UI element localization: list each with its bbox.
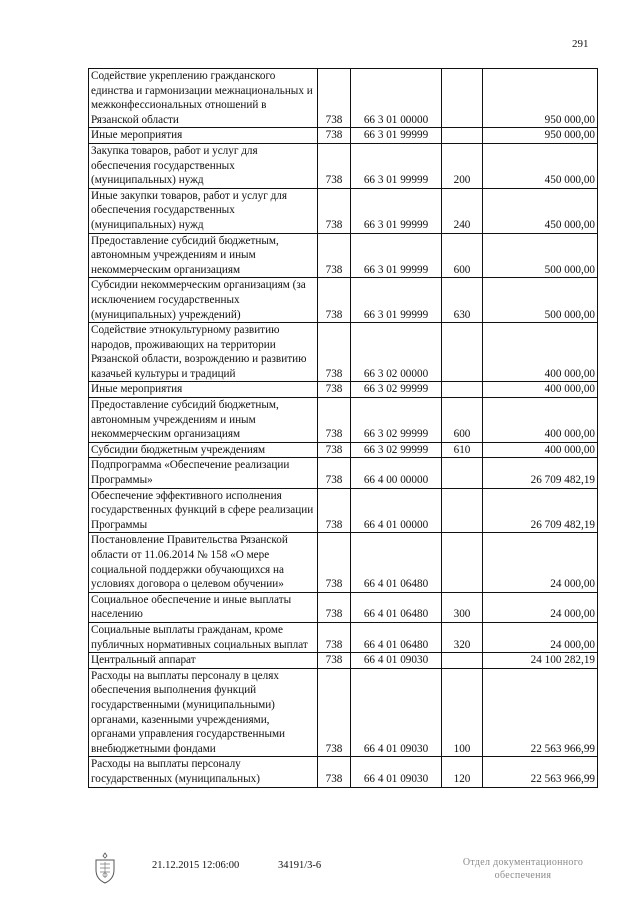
row-vr-cell: 630: [442, 278, 483, 323]
row-name-cell: Постановление Правительства Рязанской области от 11.06.2014 № 158 «О мере социальной поддержки обучающихся на условиях договора о целевом обучении»: [89, 533, 318, 592]
row-vr-cell: 600: [442, 233, 483, 278]
row-csr-cell: 66 3 01 99999: [351, 188, 442, 233]
row-sum-cell: 450 000,00: [483, 188, 598, 233]
page-footer: [0, 856, 640, 896]
row-csr-cell: 66 3 02 99999: [351, 382, 442, 398]
row-code-cell: 738: [318, 233, 351, 278]
table-row: [89, 128, 598, 144]
row-name-cell: Расходы на выплаты персоналу государственных (муниципальных): [89, 757, 318, 787]
row-code-cell: 738: [318, 69, 351, 128]
row-name-cell: Центральный аппарат: [89, 653, 318, 669]
row-vr-cell: [442, 653, 483, 669]
row-csr-cell: 66 4 01 06480: [351, 592, 442, 622]
stamp-line-1: Отдел документационного: [462, 857, 584, 868]
table-row: [89, 488, 598, 533]
row-csr-cell: 66 4 01 06480: [351, 622, 442, 652]
footer-reg-number: 34191/3-6: [278, 860, 322, 871]
row-vr-cell: [442, 488, 483, 533]
row-vr-cell: [442, 382, 483, 398]
row-vr-cell: [442, 128, 483, 144]
coat-of-arms-icon: [92, 852, 118, 884]
row-code-cell: 738: [318, 622, 351, 652]
row-name-cell: Иные закупки товаров, работ и услуг для обеспечения государственных (муниципальных) нужд: [89, 188, 318, 233]
row-code-cell: 738: [318, 533, 351, 592]
row-code-cell: 738: [318, 143, 351, 188]
row-name-cell: Закупка товаров, работ и услуг для обеспечения государственных (муниципальных) нужд: [89, 143, 318, 188]
row-code-cell: 738: [318, 653, 351, 669]
row-code-cell: 738: [318, 382, 351, 398]
page-number: 291: [572, 38, 589, 50]
row-code-cell: 738: [318, 442, 351, 458]
row-vr-cell: 200: [442, 143, 483, 188]
row-code-cell: 738: [318, 458, 351, 488]
table-row: [89, 382, 598, 398]
row-name-cell: Содействие этнокультурному развитию народов, проживающих на территории Рязанской области, возрождению и развитию казачьей культуры и традиций: [89, 323, 318, 382]
row-name-cell: Предоставление субсидий бюджетным, автономным учреждениям и иным некоммерческим организациям: [89, 233, 318, 278]
row-code-cell: 738: [318, 398, 351, 443]
row-csr-cell: 66 4 01 09030: [351, 668, 442, 757]
row-sum-cell: 950 000,00: [483, 69, 598, 128]
table-row: [89, 533, 598, 592]
row-name-cell: Подпрограмма «Обеспечение реализации Программы»: [89, 458, 318, 488]
row-csr-cell: 66 4 01 09030: [351, 757, 442, 787]
row-csr-cell: 66 3 02 99999: [351, 398, 442, 443]
row-vr-cell: [442, 458, 483, 488]
table-row: [89, 278, 598, 323]
row-vr-cell: 320: [442, 622, 483, 652]
row-csr-cell: 66 3 01 99999: [351, 143, 442, 188]
row-csr-cell: 66 3 01 00000: [351, 69, 442, 128]
row-code-cell: 738: [318, 188, 351, 233]
row-name-cell: Предоставление субсидий бюджетным, автономным учреждениям и иным некоммерческим организациям: [89, 398, 318, 443]
row-name-cell: Иные мероприятия: [89, 382, 318, 398]
row-sum-cell: 500 000,00: [483, 233, 598, 278]
row-csr-cell: 66 4 01 09030: [351, 653, 442, 669]
row-vr-cell: 600: [442, 398, 483, 443]
row-vr-cell: 240: [442, 188, 483, 233]
row-name-cell: Иные мероприятия: [89, 128, 318, 144]
row-sum-cell: 24 000,00: [483, 592, 598, 622]
row-vr-cell: [442, 323, 483, 382]
row-name-cell: Обеспечение эффективного исполнения государственных функций в сфере реализации Программы: [89, 488, 318, 533]
row-sum-cell: 24 000,00: [483, 533, 598, 592]
row-csr-cell: 66 4 01 00000: [351, 488, 442, 533]
row-code-cell: 738: [318, 128, 351, 144]
row-sum-cell: 22 563 966,99: [483, 757, 598, 787]
row-sum-cell: 400 000,00: [483, 442, 598, 458]
table-row: [89, 668, 598, 757]
table-row: [89, 233, 598, 278]
stamp-line-2: обеспечения: [494, 870, 552, 881]
table-row: [89, 442, 598, 458]
row-sum-cell: 24 100 282,19: [483, 653, 598, 669]
row-code-cell: 738: [318, 668, 351, 757]
table-row: [89, 757, 598, 787]
row-sum-cell: 26 709 482,19: [483, 488, 598, 533]
table-row: [89, 323, 598, 382]
row-name-cell: Субсидии некоммерческим организациям (за исключением государственных (муниципальных) учреждений): [89, 278, 318, 323]
row-vr-cell: 610: [442, 442, 483, 458]
row-name-cell: Расходы на выплаты персоналу в целях обеспечения выполнения функций государственными (муниципальными) органами, казенными учреждениями, органами управления государственными внебюджетными фондами: [89, 668, 318, 757]
row-vr-cell: 100: [442, 668, 483, 757]
row-csr-cell: 66 3 02 00000: [351, 323, 442, 382]
row-code-cell: 738: [318, 323, 351, 382]
row-csr-cell: 66 3 02 99999: [351, 442, 442, 458]
department-stamp: [448, 856, 598, 882]
row-code-cell: 738: [318, 757, 351, 787]
row-sum-cell: 400 000,00: [483, 382, 598, 398]
row-sum-cell: 24 000,00: [483, 622, 598, 652]
row-code-cell: 738: [318, 592, 351, 622]
row-name-cell: Субсидии бюджетным учреждениям: [89, 442, 318, 458]
row-csr-cell: 66 4 00 00000: [351, 458, 442, 488]
row-sum-cell: 450 000,00: [483, 143, 598, 188]
row-vr-cell: 120: [442, 757, 483, 787]
row-sum-cell: 500 000,00: [483, 278, 598, 323]
row-sum-cell: 400 000,00: [483, 398, 598, 443]
table-row: [89, 69, 598, 128]
budget-table: [88, 68, 598, 788]
row-code-cell: 738: [318, 488, 351, 533]
row-name-cell: Содействие укреплению гражданского единства и гармонизации межнациональных и межконфессиональных отношений в Рязанской области: [89, 69, 318, 128]
row-csr-cell: 66 3 01 99999: [351, 233, 442, 278]
table-row: [89, 458, 598, 488]
row-sum-cell: 400 000,00: [483, 323, 598, 382]
row-code-cell: 738: [318, 278, 351, 323]
row-vr-cell: [442, 69, 483, 128]
row-sum-cell: 26 709 482,19: [483, 458, 598, 488]
table-row: [89, 592, 598, 622]
row-sum-cell: 22 563 966,99: [483, 668, 598, 757]
table-row: [89, 653, 598, 669]
budget-table-body: [89, 69, 598, 788]
row-vr-cell: [442, 533, 483, 592]
row-csr-cell: 66 3 01 99999: [351, 128, 442, 144]
table-row: [89, 188, 598, 233]
row-sum-cell: 950 000,00: [483, 128, 598, 144]
table-row: [89, 398, 598, 443]
row-name-cell: Социальное обеспечение и иные выплаты населению: [89, 592, 318, 622]
row-name-cell: Социальные выплаты гражданам, кроме публичных нормативных социальных выплат: [89, 622, 318, 652]
row-vr-cell: 300: [442, 592, 483, 622]
row-csr-cell: 66 4 01 06480: [351, 533, 442, 592]
row-csr-cell: 66 3 01 99999: [351, 278, 442, 323]
table-row: [89, 622, 598, 652]
table-row: [89, 143, 598, 188]
footer-datetime: 21.12.2015 12:06:00: [152, 860, 240, 871]
